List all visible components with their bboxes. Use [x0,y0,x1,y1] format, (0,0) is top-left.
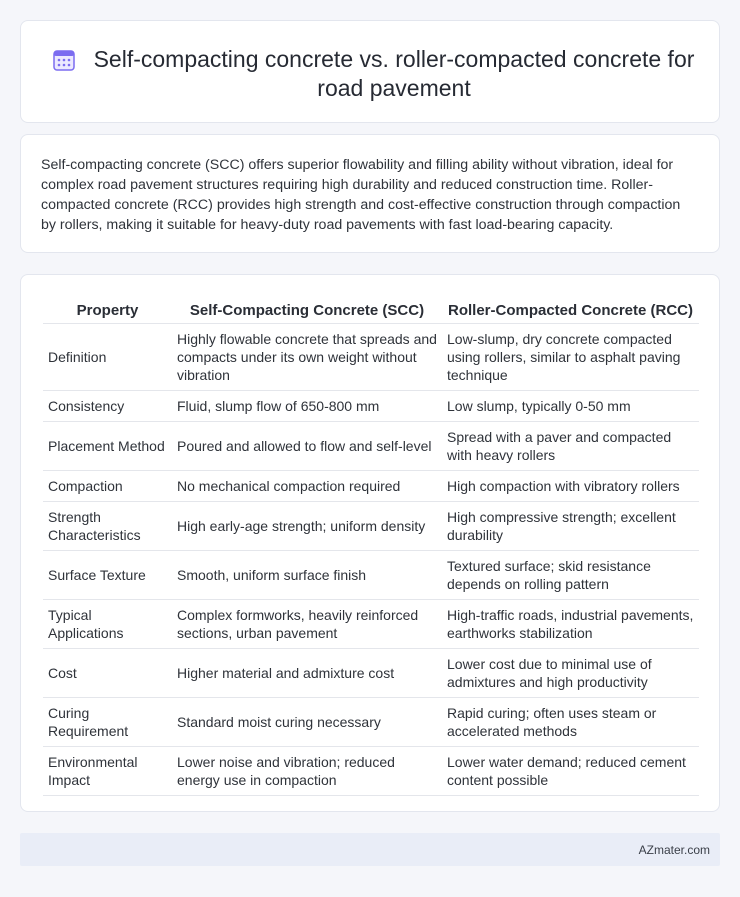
page-title: Self-compacting concrete vs. roller-compacted concrete for road pavement [93,46,695,101]
table-row [43,390,699,421]
rcc-cell: High compressive strength; excellent durability [442,501,699,550]
scc-cell: Complex formworks, heavily reinforced sections, urban pavement [172,599,442,648]
row-label: Environmental Impact [43,746,172,795]
scc-cell: Lower noise and vibration; reduced energy use in compaction [172,746,442,795]
summary-paragraph: Self-compacting concrete (SCC) offers superior flowability and filling ability without vibration, ideal for complex road pavement structures requiring high durability and reduced construction time. Roller-compacted concrete (RCC) provides high strength and cost-effective construction through compaction by rollers, making it suitable for heavy-duty road pavements with fast load-bearing capacity. [41,157,681,233]
row-label: Definition [43,323,172,390]
row-label: Surface Texture [43,550,172,599]
scc-cell: Standard moist curing necessary [172,697,442,746]
footer-bar [20,833,720,866]
table-row [43,501,699,550]
scc-cell: Smooth, uniform surface finish [172,550,442,599]
table-header-row [43,296,699,323]
rcc-cell: High-traffic roads, industrial pavements, earthworks stabilization [442,599,699,648]
table-row [43,421,699,470]
rcc-cell: Low slump, typically 0-50 mm [442,390,699,421]
row-label: Placement Method [43,421,172,470]
rcc-cell: Low-slump, dry concrete compacted using rollers, similar to asphalt paving technique [442,323,699,390]
header-rcc: Roller-Compacted Concrete (RCC) [442,296,699,323]
scc-cell: No mechanical compaction required [172,470,442,501]
row-label: Consistency [43,390,172,421]
summary-card [20,134,720,253]
title-card [20,20,720,123]
rcc-cell: Textured surface; skid resistance depends on rolling pattern [442,550,699,599]
header-scc: Self-Compacting Concrete (SCC) [172,296,442,323]
comparison-table [43,296,699,796]
table-row [43,648,699,697]
scc-cell: Highly flowable concrete that spreads and compacts under its own weight without vibration [172,323,442,390]
rcc-cell: Lower water demand; reduced cement content possible [442,746,699,795]
scc-cell: High early-age strength; uniform density [172,501,442,550]
row-label: Typical Applications [43,599,172,648]
table-row [43,323,699,390]
table-row [43,746,699,795]
table-row [43,470,699,501]
table-row [43,697,699,746]
rcc-cell: Spread with a paver and compacted with heavy rollers [442,421,699,470]
rcc-cell: High compaction with vibratory rollers [442,470,699,501]
rcc-cell: Lower cost due to minimal use of admixtures and high productivity [442,648,699,697]
header-property: Property [43,296,172,323]
row-label: Cost [43,648,172,697]
table-row [43,599,699,648]
scc-cell: Higher material and admixture cost [172,648,442,697]
scc-cell: Poured and allowed to flow and self-level [172,421,442,470]
row-label: Curing Requirement [43,697,172,746]
footer-site-link[interactable]: AZmater.com [638,843,710,857]
rcc-cell: Rapid curing; often uses steam or accelerated methods [442,697,699,746]
comparison-table-card [20,274,720,812]
row-label: Strength Characteristics [43,501,172,550]
row-label: Compaction [43,470,172,501]
table-row [43,550,699,599]
scc-cell: Fluid, slump flow of 650-800 mm [172,390,442,421]
